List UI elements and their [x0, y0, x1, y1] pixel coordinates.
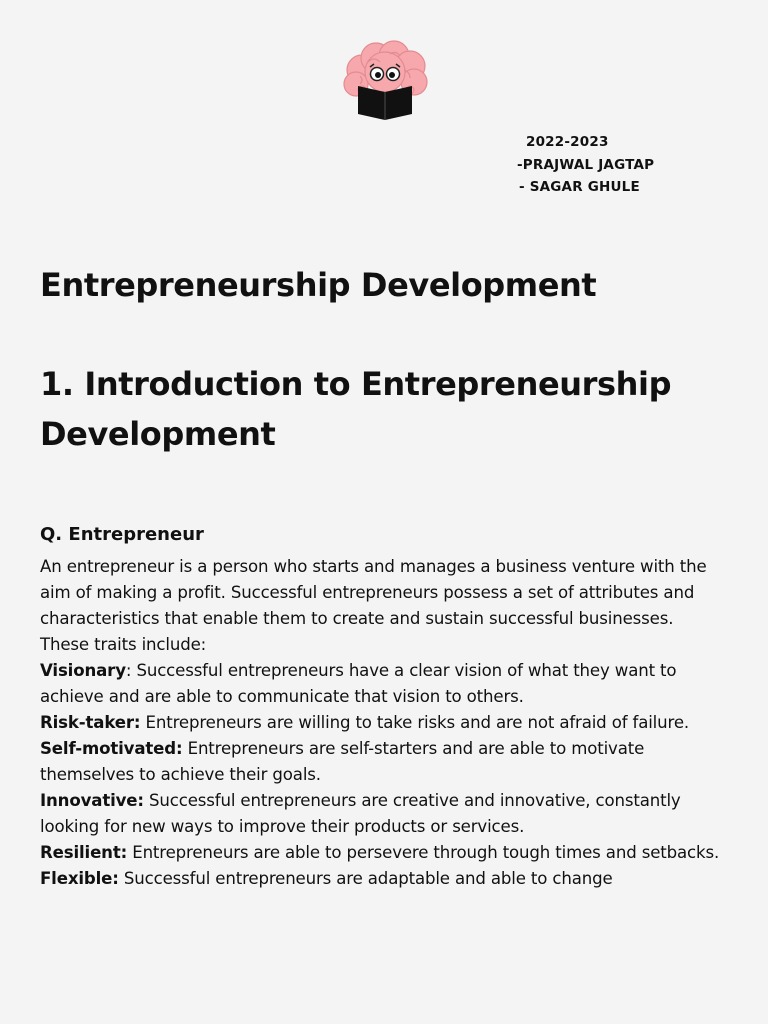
document-meta	[517, 131, 757, 199]
trait-item	[40, 866, 740, 892]
trait-description: Successful entrepreneurs are creative and innovative, constantly looking for new ways to improve their products or services.	[40, 791, 681, 836]
author-name: -PRAJWAL JAGTAP	[517, 156, 655, 173]
trait-description: Entrepreneurs are self-starters and are able to motivate themselves to achieve their goals.	[40, 739, 645, 784]
section-title: 1. Introduction to Entrepreneurship Development	[40, 365, 672, 453]
trait-term: Self-motivated:	[40, 739, 183, 758]
trait-item	[40, 710, 740, 736]
trait-description: Successful entrepreneurs are adaptable and able to change	[118, 869, 613, 888]
trait-term: Resilient:	[40, 843, 128, 862]
trait-term: Flexible:	[40, 869, 119, 888]
author-name: - SAGAR GHULE	[519, 179, 640, 195]
brain-reading-book-icon	[340, 40, 432, 122]
trait-item	[40, 658, 740, 710]
trait-item	[40, 840, 740, 866]
trait-item	[40, 736, 740, 788]
trait-term: Innovative:	[40, 791, 144, 810]
intro-paragraph: An entrepreneur is a person who starts and manages a business venture with the aim of making a profit. Successful entrepreneurs possess a set of attributes and characteristics that enable them to create and sustain successful businesses.	[40, 557, 707, 628]
question-heading: Q. Entrepreneur	[40, 524, 204, 545]
trait-item	[40, 788, 740, 840]
traits-lead: These traits include:	[40, 635, 207, 654]
trait-description: Entrepreneurs are able to persevere through tough times and setbacks.	[127, 843, 720, 862]
trait-description: Entrepreneurs are willing to take risks and are not afraid of failure.	[140, 713, 690, 732]
academic-year: 2022-2023	[526, 134, 609, 150]
document-body	[40, 554, 740, 892]
trait-term: Visionary	[40, 661, 126, 680]
trait-term: Risk-taker:	[40, 713, 141, 732]
trait-description: : Successful entrepreneurs have a clear vision of what they want to achieve and are able to communicate that vision to others.	[40, 661, 677, 706]
document-title: Entrepreneurship Development	[40, 266, 597, 304]
